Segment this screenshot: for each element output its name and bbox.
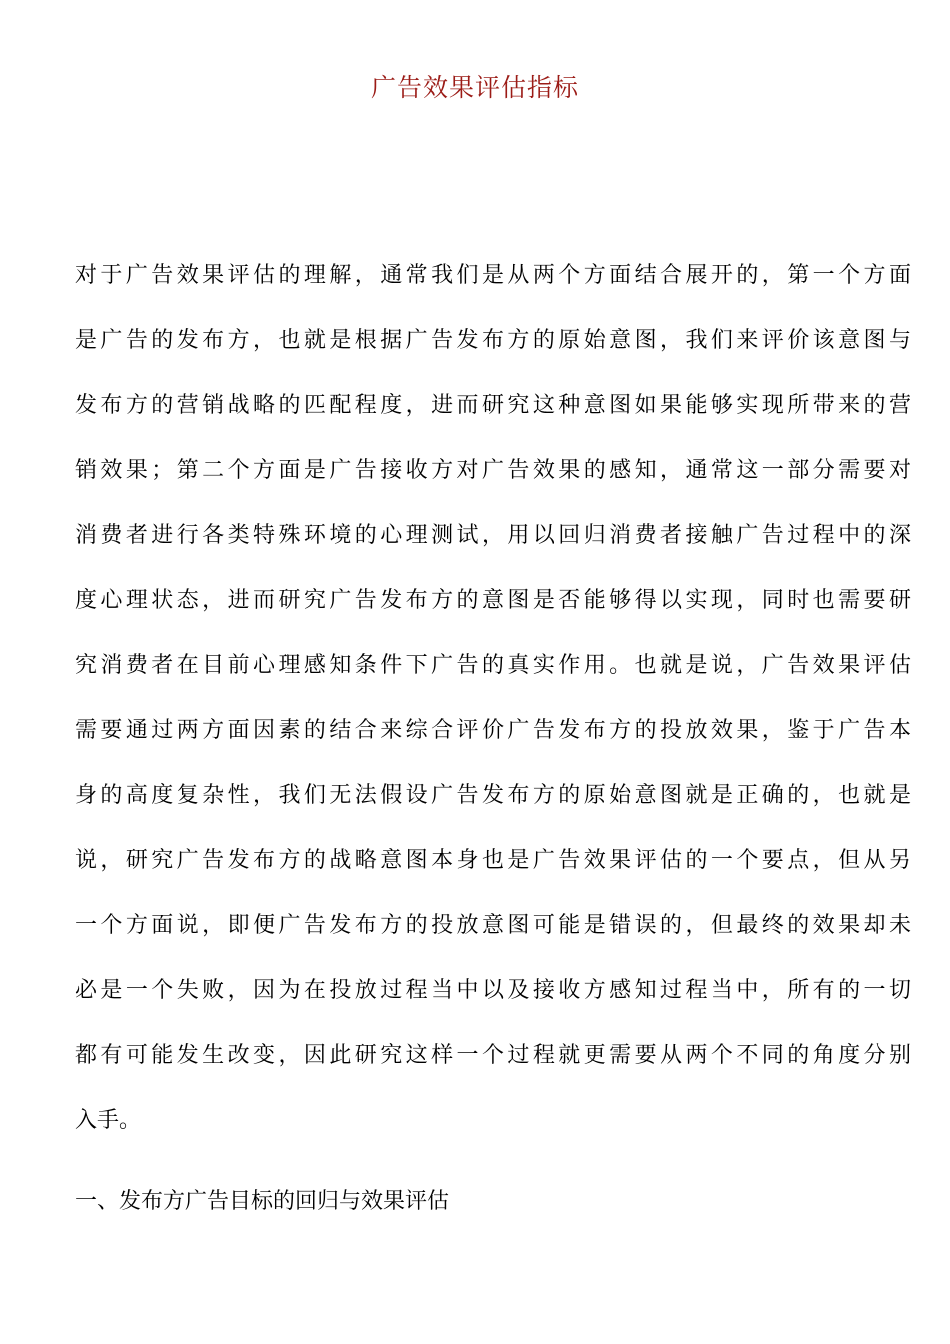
paragraph-line: 一个方面说，即便广告发布方的投放意图可能是错误的，但最终的效果却未 [75, 913, 911, 938]
paragraph-line: 度心理状态，进而研究广告发布方的意图是否能够得以实现，同时也需要研 [75, 588, 911, 613]
paragraph-line: 消费者进行各类特殊环境的心理测试，用以回归消费者接触广告过程中的深 [75, 523, 911, 548]
paragraph-line: 身的高度复杂性，我们无法假设广告发布方的原始意图就是正确的，也就是 [75, 783, 911, 808]
section-heading: 一、发布方广告目标的回归与效果评估 [75, 1189, 450, 1214]
paragraph-line: 究消费者在目前心理感知条件下广告的真实作用。也就是说，广告效果评估 [75, 653, 911, 678]
paragraph-line: 必是一个失败，因为在投放过程当中以及接收方感知过程当中，所有的一切 [75, 978, 911, 1003]
paragraph-line: 都有可能发生改变，因此研究这样一个过程就更需要从两个不同的角度分别 [75, 1043, 911, 1068]
paragraph-line: 销效果；第二个方面是广告接收方对广告效果的感知，通常这一部分需要对 [75, 458, 911, 483]
paragraph-line: 说，研究广告发布方的战略意图本身也是广告效果评估的一个要点，但从另 [75, 848, 911, 873]
paragraph-line: 对于广告效果评估的理解，通常我们是从两个方面结合展开的，第一个方面 [75, 263, 911, 288]
paragraph-line: 入手。 [75, 1108, 142, 1133]
body-paragraph [75, 254, 911, 1164]
paragraph-line: 发布方的营销战略的匹配程度，进而研究这种意图如果能够实现所带来的营 [75, 393, 911, 418]
paragraph-line: 需要通过两方面因素的结合来综合评价广告发布方的投放效果，鉴于广告本 [75, 718, 911, 743]
document-title: 广告效果评估指标 [370, 73, 579, 102]
paragraph-line: 是广告的发布方，也就是根据广告发布方的原始意图，我们来评价该意图与 [75, 328, 911, 353]
